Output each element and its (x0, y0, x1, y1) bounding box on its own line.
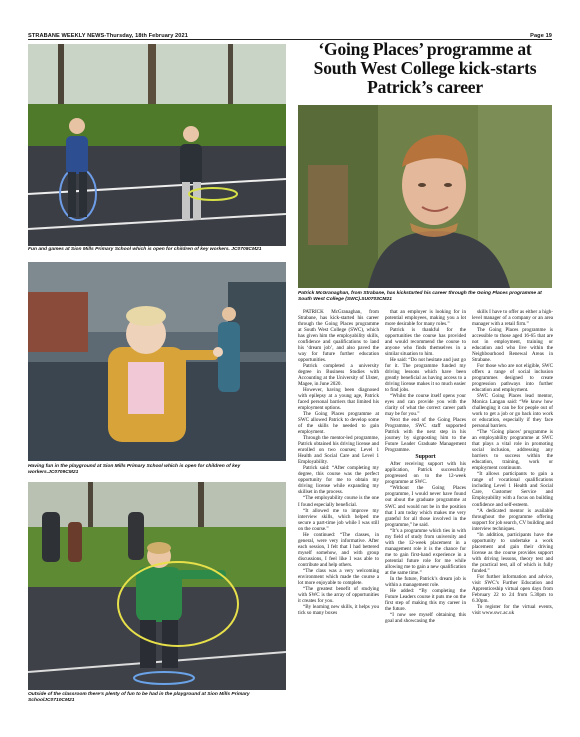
article-paragraph: “It allows participants to gain a range of vocational qualifications including Level 1 Health and Social Care, Customer Service and Employability with a focus on building confidence and self-esteem. (472, 471, 553, 508)
photo-boy-hoop-image (28, 482, 286, 690)
article-paragraph: After receiving support with his application, Patrick successfully progressed on to the 12-week programme at SWC. (385, 461, 466, 486)
article-paragraph: Patrick is thankful for the opportunities the course has provided and would recommend the course to anyone who finds themselves in a similar situation to him. (385, 327, 466, 358)
article-column-1 (298, 309, 379, 616)
page-number: Page 19 (530, 33, 552, 39)
article-paragraph: “The ‘Going places’ programme is an employability programme at SWC that plays a vital role in promoting social inclusion, addressing any barriers to success within the education, training, work or employment continuum. (472, 429, 553, 472)
article-paragraph: The Going Places programme is accessible to those aged 16-65 that are not in employment, training or education and who live within the Neighbourhood Renewal Areas in Strabane. (472, 327, 553, 364)
article-paragraph: “The class was a very welcoming environment which made the course a lot more enjoyable to complete. (298, 567, 379, 586)
article-paragraph: In the future, Patrick’s dream job is within a management role. (385, 575, 466, 588)
photo-caption: Patrick McGranaghan, from Strabane, has kickstarted his career through the Going Places programme at South West College (SWC).SU0703CM21 (298, 291, 542, 302)
article-paragraph: He continued: “The classes, in general, were very informative. After each session, I felt that I had bettered myself somehow, and with group discussions, I feel like I was able to contribute and help others. (298, 531, 379, 568)
article-paragraph: The Going Places programme at SWC allowed Patrick to develop some of the skills he needed to gain employment. (298, 411, 379, 436)
article-paragraph: Patrick said: “After completing my degree, this course was the perfect opportunity for me to obtain my driving license while expanding my skillset in the process. (298, 465, 379, 496)
photo-children-hoops (28, 44, 286, 246)
article-paragraph: “By learning new skills, it helps you tick so many boxes (298, 603, 379, 616)
article-paragraph: To register for the virtual events, visit www.swc.ac.uk (472, 603, 553, 616)
article-paragraph: For further information and advice, visit SWC’s Further Education and Apprenticeship virtual open days from February 22 to 24 from 5.30pm to 6.30pm. (472, 573, 553, 604)
article-paragraph: Through the mentor-led programme, Patrick obtained his driving license and enrolled on two courses; Level 1 Health and Social Care and Level 1 Employability. (298, 435, 379, 466)
article-paragraph: Patrick completed a university degree in Business Studies with Accounting at the University of Ulster, Magee, in June 2020. (298, 363, 379, 388)
article-paragraph: “The employability course is the one I found especially beneficial. (298, 495, 379, 508)
article-paragraph: For those who are not eligible, SWC offers a range of social inclusion programmes designed to create progression pathways into further education and employment. (472, 363, 553, 394)
photo-girl-playground-image (28, 262, 286, 461)
article-subhead: Support (415, 454, 436, 461)
article-paragraph: “The greatest benefit of studying with SWC is the array of opportunities it creates for you. (298, 585, 379, 604)
article-paragraph: “Whilst the course itself opens your eyes and can provide you with the clarity of what the correct career path may be for you.” (385, 393, 466, 418)
article-paragraph: PATRICK McGranaghan, from Strabane, has kick-started his career through the Going Places programme at South West College (SWC), which has given him the employability skills, confidence and qualifications to land his ‘dream job’, and also paved the way for future further education opportunities. (298, 309, 379, 364)
article-paragraph: that an employer is looking for in potential employees, making you a lot more desirable for many roles.” (385, 309, 466, 328)
article-paragraph: “In addition, participants have the opportunity to undertake a work placement and gain their driving license as the course provides support with driving lessons, theory test and the practical test, all of which is fully funded.” (472, 531, 553, 574)
article-paragraph: Next the end of the Going Places Programme, SWC staff supported Patrick with the next step in his journey by signposting him to the Future Leader Graduate Management Programme. (385, 417, 466, 454)
photo-girl-playground (28, 262, 286, 461)
article-paragraph: “It allowed me to improve my interview skills, which helped me secure a part-time job while I was still on the course.” (298, 507, 379, 532)
article-paragraph: skills I have to offer as either a high-level manager of a company or an area manager with a retail firm.” (472, 309, 553, 328)
photo-boy-hoop (28, 482, 286, 690)
article-paragraph: “Without the Going Places programme, I would never have found out about the graduate programme at SWC and would not be in the position that I am today which makes me very grateful for all those involved in the programme,” he said. (385, 485, 466, 528)
photo-caption: Having fun in the playground at Sion Mills Primary School which is open for children of key workers.JC0709CM21 (28, 464, 241, 475)
photo-caption: Outside of the classroom there’s plenty of fun to be had in the playground at Sion Mills Primary SchoolJC0710CM21 (28, 692, 250, 703)
article-paragraph: He said: “Do not hesitate and just go for it. The programme funded my driving lessons which have been greatly beneficial as having access to a driving license makes it so much easier to find jobs. (385, 357, 466, 394)
article-paragraph: He added: “By completing the Future Leaders course it puts me on the first step of making this my career in the future. (385, 587, 466, 612)
photo-patrick-portrait-image (298, 105, 552, 288)
article-paragraph: However, having been diagnosed with epilepsy at a young age, Patrick faced personal barriers that limited his employment options. (298, 387, 379, 412)
photo-patrick-portrait (298, 105, 552, 288)
article-paragraph: “It’s a programme which ties in with my field of study from university and with the 12-week placement in a management role it is the chance for me to gain first-hand experience in a potential future role for me while allowing me to gain a new qualification at the same time.” (385, 527, 466, 576)
photo-children-hoops-image (28, 44, 286, 246)
photo-caption: Fun and games at Sion Mills Primary School which is open for children of key workers. JC0708CM21 (28, 247, 262, 252)
article-headline: ‘Going Places’ programme at South West College kick-starts Patrick’s career (313, 39, 537, 97)
article-paragraph: SWC Going Places lead mentor, Monica Langan said: “We know how challenging it can be for people out of work to get a job or go back into work or education, especially if they face personal barriers. (472, 393, 553, 430)
article-column-3 (472, 309, 553, 616)
masthead-title: STRABANE WEEKLY NEWS-Thursday, 18th February 2021 (28, 33, 188, 39)
article-paragraph: “I now see myself obtaining this goal and showcasing the (385, 611, 466, 624)
article-paragraph: “A dedicated mentor is available throughout the programme offering support for job search, CV building and interview techniques. (472, 507, 553, 532)
article-column-2 (385, 309, 466, 624)
